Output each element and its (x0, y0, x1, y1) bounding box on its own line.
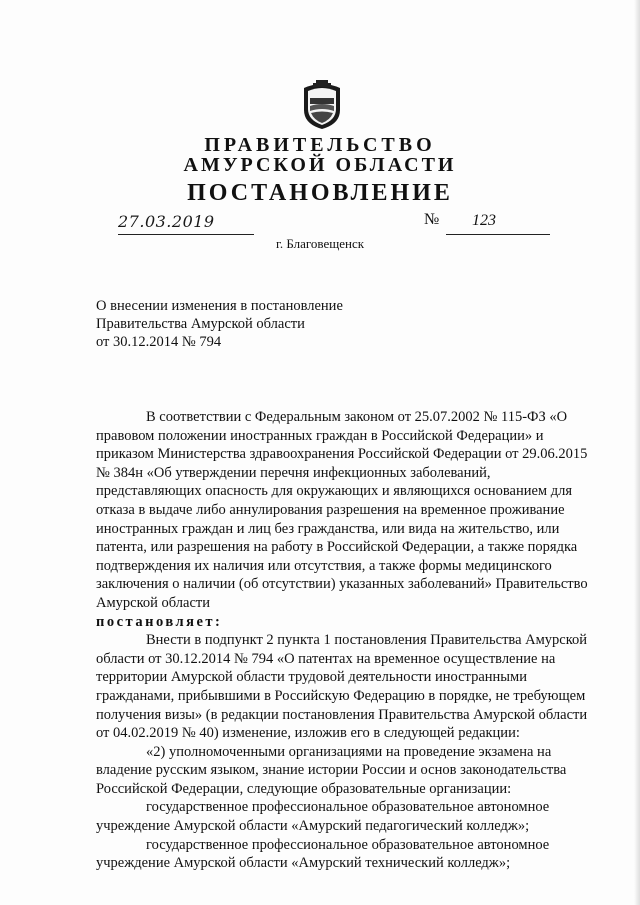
subject-line: от 30.12.2014 № 794 (96, 334, 222, 350)
body-line: области от 30.12.2014 № 794 «О патентах на временное осуществление на (96, 650, 556, 667)
body-line: представляющих опасность для окружающих и являющихся основанием для (96, 483, 573, 500)
body-line: правовом положении иностранных граждан в Российской Федерации» и (96, 427, 544, 444)
coat-of-arms-emblem-icon (300, 80, 344, 130)
date-field (118, 214, 254, 235)
body-line: учреждение Амурской области «Амурский педагогический колледж»; (96, 818, 530, 835)
scan-edge-shadow (634, 0, 640, 905)
body-line: получения визы» (в редакции постановления Правительства Амурской области (96, 706, 588, 723)
decree-word: постановляет: (96, 613, 223, 630)
body-line: приказом Министерства здравоохранения Российской Федерации от 29.06.2015 (96, 446, 588, 463)
document-date: 27.03.2019 (118, 212, 215, 231)
body-line: владение русским языком, знание истории России и основ законодательства (96, 762, 567, 779)
document-body (96, 408, 616, 873)
body-line: В соответствии с Федеральным законом от 25.07.2002 № 115-ФЗ «О (146, 409, 568, 425)
body-line: Амурской области (96, 594, 210, 611)
organization-title-line2: АМУРСКОЙ ОБЛАСТИ (183, 154, 457, 176)
number-sign: № (424, 211, 440, 228)
body-line: Российской Федерации, следующие образовательные организации: (96, 780, 512, 797)
document-type-title: ПОСТАНОВЛЕНИЕ (187, 180, 453, 206)
subject-block (96, 297, 343, 351)
city-line: г. Благовещенск (275, 236, 365, 251)
organization-title-line1: ПРАВИТЕЛЬСТВО (204, 134, 436, 156)
body-line: учреждение Амурской области «Амурский технический колледж»; (96, 855, 511, 872)
body-line: отказа в выдаче либо аннулирования разрешения на временное проживание (96, 501, 565, 518)
document-number: 123 (472, 212, 496, 229)
body-line: иностранных граждан и лиц без гражданства, или вида на жительство, или (96, 520, 560, 537)
body-line: «2) уполномоченными организациями на проведение экзамена на (146, 743, 552, 760)
body-line: заключения о наличии (об отсутствии) указанных заболеваний» Правительство (96, 576, 588, 593)
body-line: подтверждения их наличия или отсутствия, а также формы медицинского (96, 557, 552, 574)
body-line: Внести в подпункт 2 пункта 1 постановления Правительства Амурской (146, 632, 588, 649)
body-line: территории Амурской области трудовой деятельности иностранными (96, 669, 527, 686)
body-line: патента, или разрешения на работу в Российской Федерации, а также порядка (96, 539, 578, 556)
body-line: гражданами, прибывшими в Российскую Федерацию в порядке, не требующем (96, 687, 586, 704)
body-line: № 384н «Об утверждении перечня инфекционных заболеваний, (96, 464, 491, 481)
body-line: от 04.02.2019 № 40) изменение, изложив его в следующей редакции: (96, 725, 520, 742)
subject-line: О внесении изменения в постановление (96, 298, 343, 314)
number-field (446, 214, 550, 235)
body-line: государственное профессиональное образовательное автономное (146, 799, 550, 816)
body-line: государственное профессиональное образовательное автономное (146, 836, 550, 853)
subject-line: Правительства Амурской области (96, 316, 305, 332)
